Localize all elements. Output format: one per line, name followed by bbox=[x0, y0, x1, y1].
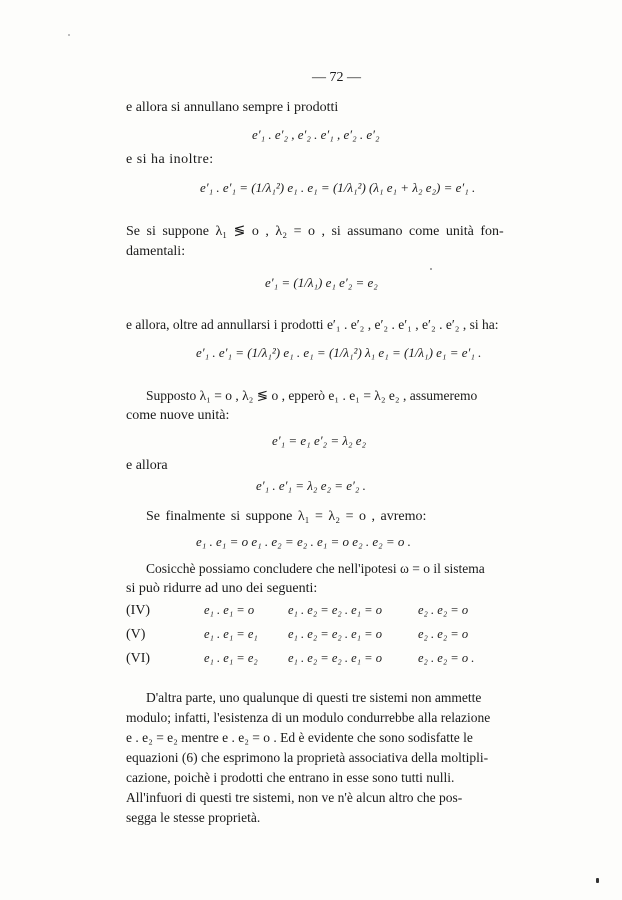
system-equation-a: e₁ . e₁ = e₁ bbox=[204, 627, 258, 641]
paragraph-9-line: modulo; infatti, l'esistenza di un modulo condurrebbe alla relazione bbox=[126, 710, 491, 725]
equation-4: e′₁ = e₁ e′₂ = λ₂ e₂ bbox=[272, 433, 367, 448]
scan-speck bbox=[430, 268, 432, 270]
page-number: — 72 — bbox=[312, 70, 361, 85]
equation-3: e′₁ . e′₁ = (1/λ₁²) e₁ . e₁ = (1/λ₁²) λ₁ e₁ = (1/λ₁) e₁ = e′₁ . bbox=[196, 345, 482, 360]
paragraph-3-line-1: Se si suppone λ₁ ≶ o , λ₂ = o , si assumano come unità fon- bbox=[126, 224, 504, 239]
paragraph-5-line-2: come nuove unità: bbox=[126, 408, 230, 423]
paragraph-5-line-1: Supposto λ₁ = o , λ₂ ≶ o , epperò e₁ . e₁ = λ₂ e₂ , assumeremo bbox=[146, 388, 478, 403]
paragraph-9-line: e . e₂ = e₂ mentre e . e₂ = o . Ed è evidente che sono sodisfatte le bbox=[126, 730, 473, 745]
paragraph-8-line-1: Cosicchè possiamo concludere che nell'ipotesi ω = o il sistema bbox=[146, 561, 485, 576]
system-equation-b: e₁ . e₂ = e₂ . e₁ = o bbox=[288, 651, 382, 665]
equation-1: e′₁ . e′₁ = (1/λ₁²) e₁ . e₁ = (1/λ₁²) (λ₁ e₁ + λ₂ e₂) = e′₁ . bbox=[200, 180, 476, 195]
equation-6: e₁ . e₁ = o e₁ . e₂ = e₂ . e₁ = o e₂ . e₂ = o . bbox=[196, 534, 411, 549]
scan-speck bbox=[68, 34, 70, 36]
paragraph-9-line: D'altra parte, uno qualunque di questi tre sistemi non ammette bbox=[146, 690, 482, 705]
system-equation-c: e₂ . e₂ = o bbox=[418, 627, 469, 641]
paragraph-8-line-2: si può ridurre ad uno dei seguenti: bbox=[126, 581, 318, 596]
paragraph-9-line: segga le stesse proprietà. bbox=[126, 810, 261, 825]
paragraph-1: e allora si annullano sempre i prodotti bbox=[126, 100, 339, 115]
paragraph-2: e si ha inoltre: bbox=[126, 152, 214, 167]
paragraph-9-line: cazione, poichè i prodotti che entrano in esse sono tutti nulli. bbox=[126, 770, 455, 785]
paragraph-7: Se finalmente si suppone λ₁ = λ₂ = o , avremo: bbox=[146, 509, 427, 524]
system-equation-c: e₂ . e₂ = o . bbox=[418, 651, 475, 665]
paragraph-3-line-2: damentali: bbox=[126, 244, 186, 259]
paragraph-6: e allora bbox=[126, 458, 168, 473]
system-equation-a: e₁ . e₁ = o bbox=[204, 603, 255, 617]
paragraph-9-line: All'infuori di questi tre sistemi, non ve n'è alcun altro che pos- bbox=[126, 790, 463, 805]
system-label: (VI) bbox=[126, 651, 151, 666]
equation-2: e′₁ = (1/λ₁) e₁ e′₂ = e₂ bbox=[265, 275, 378, 290]
system-label: (IV) bbox=[126, 603, 151, 618]
system-equation-a: e₁ . e₁ = e₂ bbox=[204, 651, 258, 665]
equation-5: e′₁ . e′₁ = λ₂ e₂ = e′₂ . bbox=[256, 478, 366, 493]
equation-products: e′₁ . e′₂ , e′₂ . e′₁ , e′₂ . e′₂ bbox=[252, 127, 380, 142]
system-equation-c: e₂ . e₂ = o bbox=[418, 603, 469, 617]
system-label: (V) bbox=[126, 627, 146, 642]
system-equation-b: e₁ . e₂ = e₂ . e₁ = o bbox=[288, 627, 382, 641]
system-equation-b: e₁ . e₂ = e₂ . e₁ = o bbox=[288, 603, 382, 617]
paragraph-9-line: equazioni (6) che esprimono la proprietà associativa della moltipli- bbox=[126, 750, 489, 765]
scan-speck bbox=[596, 878, 599, 883]
paragraph-4: e allora, oltre ad annullarsi i prodotti e′₁ . e′₂ , e′₂ . e′₁ , e′₂ . e′₂ , si ha: bbox=[126, 317, 499, 332]
